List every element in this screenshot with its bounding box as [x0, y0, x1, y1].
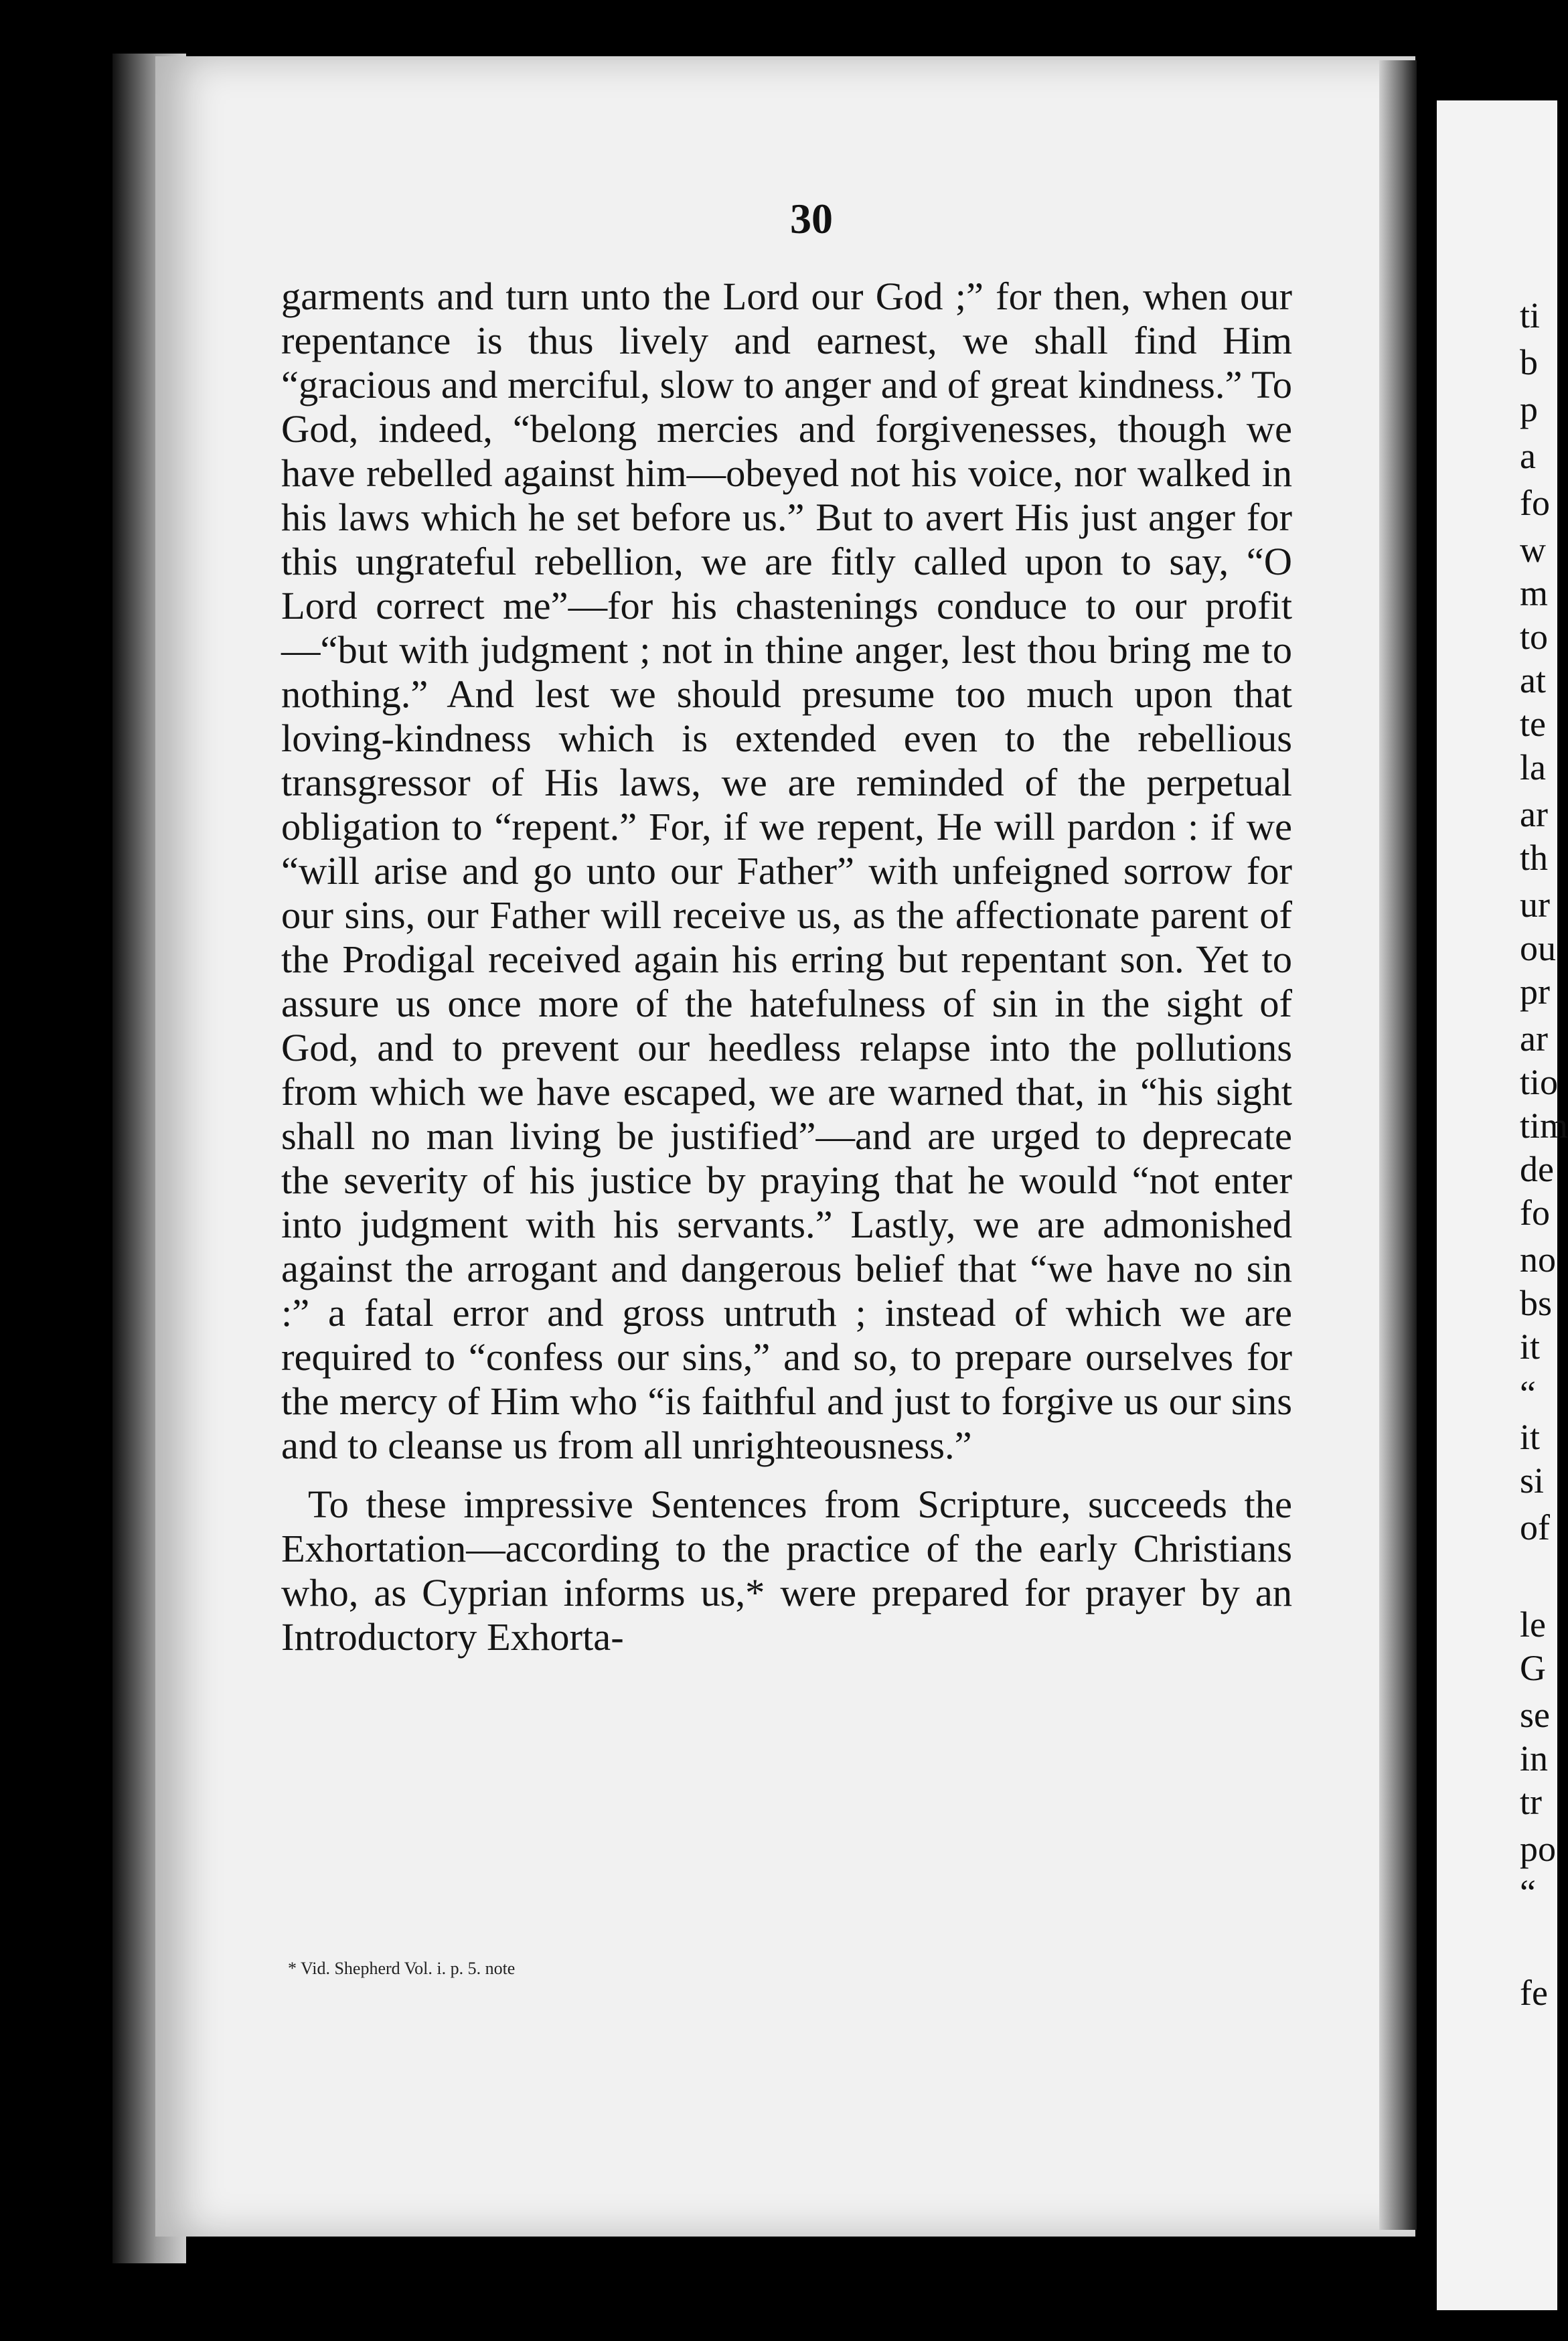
- facing-page-line: to: [1520, 617, 1549, 657]
- footnote: * Vid. Shepherd Vol. i. p. 5. note: [288, 1959, 516, 1978]
- facing-page-line: pr: [1520, 972, 1550, 1012]
- facing-page-line: of: [1520, 1507, 1550, 1547]
- facing-page-line: G: [1520, 1648, 1546, 1688]
- facing-page-line: si: [1520, 1460, 1545, 1501]
- facing-page-line: ar: [1520, 1018, 1548, 1059]
- facing-page-line: it: [1520, 1417, 1541, 1457]
- facing-page-line: fe: [1520, 1973, 1548, 2013]
- facing-page-line: de: [1520, 1149, 1554, 1189]
- paragraph-1: garments and turn unto the Lord our God ;” for then, when our repentance is thus lively and earnest, we shall find Him “gracious and merciful, slow to anger and of great kindness.” To God, indeed, “belong mercies and forgivenesses, though we have rebelled against him—obeyed not his voice, nor walked in his laws which he set before us.” But to avert His just anger for this ungrateful rebellion, we are fitly called upon to say, “O Lord correct me”—for his chastenings conduce to our profit—“but with judgment ; not in thine anger, lest thou bring me to nothing.” And lest we should presume too much upon that loving-kindness which is extended even to the rebellious transgressor of His laws, we are reminded of the perpetual obligation to “repent.” For, if we repent, He will pardon : if we “will arise and go unto our Father” with unfeigned sorrow for our sins, our Father will receive us, as the affectionate parent of the Prodigal received again his erring but repentant son. Yet to assure us once more of the hatefulness of sin in the sight of God, and to prevent our heedless relapse into the pollutions from which we have escaped, we are warned that, in “his sight shall no man living be justified”—and are urged to deprecate the severity of his justice by praying that he would “not enter into judgment with his servants.” Lastly, we are admonished against the arrogant and dangerous belief that “we have no sin :” a fatal error and gross untruth ; instead of which we are required to “confess our sins,” and so, to prepare ourselves for the mercy of Him who “is faithful and just to forgive us our sins and to cleanse us from all unrighteousness.”: [281, 275, 1292, 1467]
- facing-page-line: “: [1520, 1373, 1536, 1414]
- facing-page-line: bs: [1520, 1283, 1553, 1323]
- facing-page-line: ti: [1520, 295, 1541, 335]
- facing-page-line: le: [1520, 1604, 1546, 1645]
- facing-page-line: ur: [1520, 885, 1550, 925]
- paragraph-2: To these impressive Sentences from Scripture, succeeds the Exhortation—according to the practice of the early Christians who, as Cyprian informs us,* were prepared for prayer by an Introductory Exhorta-: [281, 1483, 1292, 1659]
- facing-page-line: te: [1520, 704, 1546, 744]
- book-gutter: [1379, 60, 1417, 2230]
- facing-page-line: p: [1520, 389, 1538, 429]
- facing-page-line: tio: [1520, 1062, 1559, 1102]
- facing-page-line: m: [1520, 573, 1549, 613]
- facing-page-line: ar: [1520, 794, 1548, 834]
- facing-page-line: a: [1520, 436, 1536, 476]
- facing-page-line: no: [1520, 1239, 1556, 1280]
- facing-page-line: w: [1520, 530, 1546, 570]
- page-number: 30: [790, 195, 833, 242]
- facing-page-line: fo: [1520, 1193, 1550, 1233]
- facing-page-line: la: [1520, 747, 1546, 787]
- facing-page-line: th: [1520, 838, 1549, 878]
- facing-page-line: fo: [1520, 483, 1550, 523]
- body-text: [281, 275, 1292, 1659]
- facing-page-line: at: [1520, 660, 1546, 700]
- facing-page-line: po: [1520, 1829, 1556, 1869]
- facing-page-line: in: [1520, 1738, 1549, 1779]
- facing-page-line: se: [1520, 1695, 1550, 1735]
- facing-page-line: b: [1520, 342, 1538, 382]
- facing-page-line: “: [1520, 1872, 1536, 1912]
- facing-page-line: ou: [1520, 928, 1556, 968]
- facing-page-line: tr: [1520, 1782, 1542, 1822]
- facing-page-line: it: [1520, 1327, 1541, 1367]
- facing-page-line: tim: [1520, 1106, 1568, 1146]
